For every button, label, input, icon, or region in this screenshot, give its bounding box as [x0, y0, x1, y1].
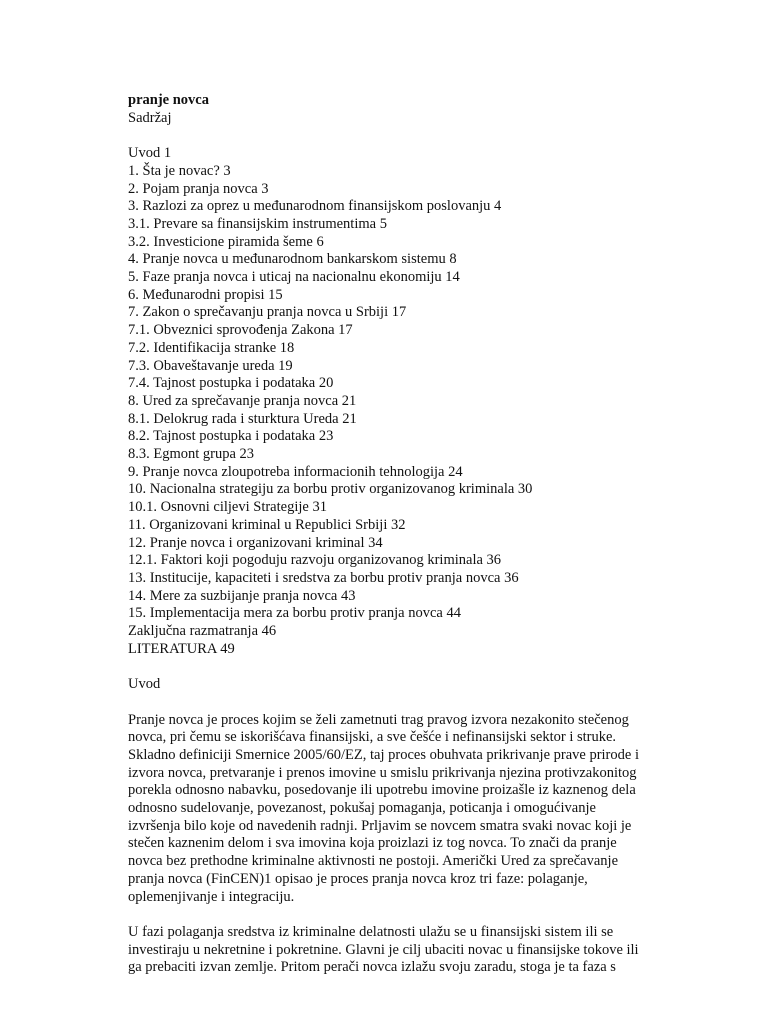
paragraph-line: ga prebaciti izvan zemlje. Pritom perači novca izlažu svoju zaradu, stoga je ta faza s — [128, 959, 616, 976]
toc-entry: 15. Implementacija mera za borbu protiv pranja novca 44 — [128, 605, 461, 622]
toc-entry: LITERATURA 49 — [128, 640, 235, 657]
paragraph-line: pranja novca (FinCEN)1 opisao je proces pranja novca kroz tri faze: polaganje, — [128, 870, 588, 887]
toc-entry: 3. Razlozi za oprez u međunarodnom finansijskom poslovanju 4 — [128, 198, 502, 215]
toc-entry: 8. Ured za sprečavanje pranja novca 21 — [128, 392, 357, 409]
table-of-contents — [128, 145, 673, 658]
toc-entry: 6. Međunarodni propisi 15 — [128, 286, 283, 303]
spacer — [128, 127, 673, 145]
paragraph-line: novca bez prethodne kriminalne aktivnosti ne postoji. Američki Ured za sprečavanje — [128, 853, 619, 870]
toc-entry: 12. Pranje novca i organizovani kriminal 34 — [128, 534, 383, 551]
toc-entry: 3.1. Prevare sa finansijskim instrumentima 5 — [128, 215, 387, 232]
toc-entry: 7. Zakon o sprečavanju pranja novca u Srbiji 17 — [128, 304, 407, 321]
paragraph-line: porekla odnosno nabavku, posedovanje ili upotrebu imovine proizašle iz kaznenog dela — [128, 782, 636, 799]
document-page — [128, 92, 673, 977]
toc-entry: 7.3. Obaveštavanje ureda 19 — [128, 357, 293, 374]
toc-entry: 7.2. Identifikacija stranke 18 — [128, 339, 295, 356]
toc-entry: Zaključna razmatranja 46 — [128, 623, 277, 640]
toc-entry: 14. Mere za suzbijanje pranja novca 43 — [128, 587, 356, 604]
toc-entry: 2. Pojam pranja novca 3 — [128, 180, 269, 197]
paragraph-line: stečen kaznenim delom i sva imovina koja proizlazi iz tog novca. To znači da pranje — [128, 835, 617, 852]
paragraph — [128, 712, 673, 907]
paragraph-line: investiraju u nekretnine i pokretnine. Glavni je cilj ubaciti novac u finansijske tokove ili — [128, 941, 639, 958]
toc-entry: 8.3. Egmont grupa 23 — [128, 446, 255, 463]
paragraph-line: izvora novca, pretvaranje i prenos imovine u smislu prikrivanja njezina protivzakonitog — [128, 764, 637, 781]
toc-entry: 9. Pranje novca zloupotreba informacionih tehnologija 24 — [128, 463, 463, 480]
toc-entry: 13. Institucije, kapaciteti i sredstva za borbu protiv pranja novca 36 — [128, 569, 519, 586]
spacer — [128, 906, 673, 924]
paragraph-line: Pranje novca je proces kojim se želi zametnuti trag pravog izvora nezakonito stečenog — [128, 711, 629, 728]
section-heading: Uvod — [128, 676, 161, 693]
spacer — [128, 658, 673, 676]
toc-entry: 5. Faze pranja novca i uticaj na nacionalnu ekonomiju 14 — [128, 269, 460, 286]
toc-entry: 10.1. Osnovni ciljevi Strategije 31 — [128, 499, 327, 516]
paragraph-line: oplemenjivanje i integraciju. — [128, 888, 295, 905]
paragraph-line: U fazi polaganja sredstva iz kriminalne delatnosti ulažu se u finansijski sistem ili se — [128, 923, 614, 940]
toc-entry: 8.1. Delokrug rada i sturktura Ureda 21 — [128, 410, 357, 427]
toc-heading: Sadržaj — [128, 109, 172, 126]
paragraph-line: izvršenja bilo koje od navedenih radnji. Prljavim se novcem smatra svaki novac koji je — [128, 817, 632, 834]
document-title: pranje novca — [128, 92, 209, 108]
paragraph-line: Skladno definiciji Smernice 2005/60/EZ, taj proces obuhvata prikrivanje prave prirode i — [128, 746, 639, 763]
toc-entry: 10. Nacionalna strategiju za borbu protiv organizovanog kriminala 30 — [128, 481, 533, 498]
toc-entry: 12.1. Faktori koji pogoduju razvoju organizovanog kriminala 36 — [128, 552, 502, 569]
toc-entry: 8.2. Tajnost postupka i podataka 23 — [128, 428, 334, 445]
paragraph — [128, 924, 673, 977]
paragraph-line: odnosno sudelovanje, povezanost, pokušaj pomaganja, poticanja i omogućivanje — [128, 800, 596, 817]
spacer — [128, 694, 673, 712]
paragraph-line: novca, pri čemu se iskorišćava finansijski, a sve češće i nefinansijski sektor i struke. — [128, 729, 617, 746]
toc-entry: 11. Organizovani kriminal u Republici Srbiji 32 — [128, 516, 406, 533]
toc-entry: 4. Pranje novca u međunarodnom bankarskom sistemu 8 — [128, 251, 457, 268]
toc-entry: 7.1. Obveznici sprovođenja Zakona 17 — [128, 322, 353, 339]
toc-entry: 7.4. Tajnost postupka i podataka 20 — [128, 375, 334, 392]
toc-entry: 3.2. Investicione piramida šeme 6 — [128, 233, 324, 250]
toc-entry: Uvod 1 — [128, 145, 172, 162]
toc-entry: 1. Šta je novac? 3 — [128, 162, 231, 179]
